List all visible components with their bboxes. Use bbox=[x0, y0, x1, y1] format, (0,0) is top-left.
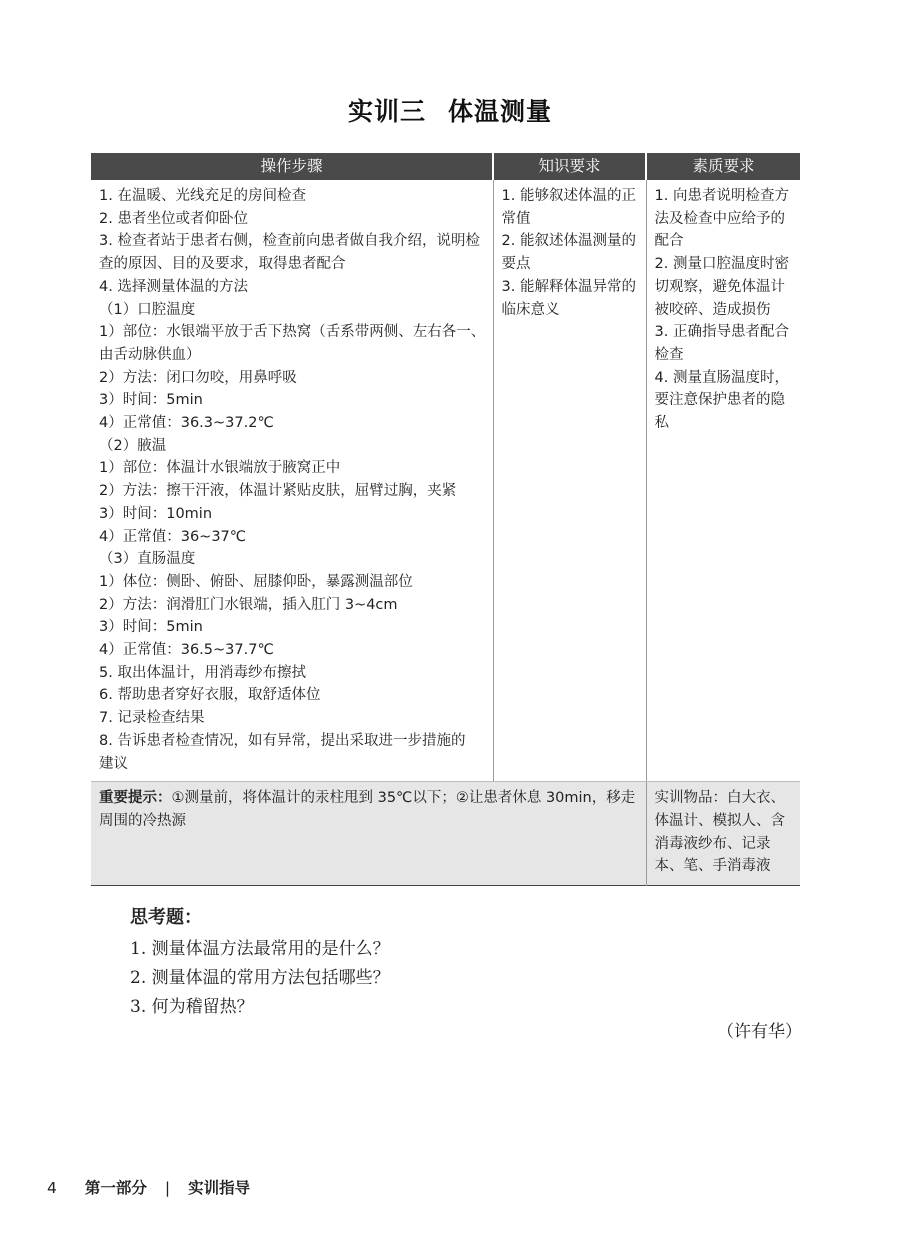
knowledge-item: 3. 能解释体温异常的临床意义 bbox=[501, 278, 636, 318]
title-part-1: 实训三 bbox=[347, 97, 426, 126]
step-line: 6. 帮助患者穿好衣服，取舒适体位 bbox=[99, 687, 321, 704]
question-item: 1. 测量体温方法最常用的是什么？ bbox=[130, 939, 390, 959]
questions-section bbox=[130, 903, 810, 1022]
knowledge-cell bbox=[493, 180, 646, 782]
footer-separator: | bbox=[164, 1179, 171, 1197]
step-line: 4. 选择测量体温的方法 bbox=[99, 278, 248, 295]
step-line: 3）时间：5min bbox=[99, 619, 203, 636]
note-label: 重要提示： bbox=[99, 790, 172, 807]
step-line: （3）直肠温度 bbox=[99, 551, 196, 568]
step-line: 2）方法：润滑肛门水银端，插入肛门 3~4cm bbox=[99, 596, 398, 613]
step-line: 3）时间：5min bbox=[99, 392, 203, 409]
header-steps: 操作步骤 bbox=[91, 153, 493, 180]
table-header-row bbox=[91, 153, 800, 180]
questions-title: 思考题： bbox=[130, 907, 202, 928]
footer-part: 第一部分 bbox=[84, 1179, 147, 1197]
step-line: 1. 在温暖、光线充足的房间检查 bbox=[99, 188, 306, 204]
page-footer bbox=[47, 1176, 250, 1198]
step-line: （1）口腔温度 bbox=[99, 301, 196, 318]
quality-item: 3. 正确指导患者配合检查 bbox=[654, 324, 789, 363]
step-line: 2. 患者坐位或者仰卧位 bbox=[99, 210, 248, 227]
note-text: ①测量前，将体温计的汞柱甩到 35℃以下；②让患者休息 30min，移走周围的冷热源 bbox=[99, 790, 636, 829]
step-line: 4）正常值：36.3~37.2℃ bbox=[99, 415, 274, 432]
page-number: 4 bbox=[47, 1179, 57, 1197]
step-line: （2）腋温 bbox=[99, 437, 167, 454]
important-note bbox=[91, 782, 646, 886]
step-line: 1）部位：体温计水银端放于腋窝正中 bbox=[99, 460, 341, 477]
knowledge-item: 1. 能够叙述体温的正常值 bbox=[501, 188, 636, 227]
note-row bbox=[91, 782, 800, 886]
step-line: 4）正常值：36~37℃ bbox=[99, 528, 247, 545]
step-line: 1）体位：侧卧、俯卧、屈膝仰卧，暴露测温部位 bbox=[99, 573, 413, 590]
step-line: 8. 告诉患者检查情况，如有异常，提出采取进一步措施的 bbox=[99, 732, 466, 749]
quality-item: 1. 向患者说明检查方法及检查中应给予的配合 bbox=[654, 188, 789, 250]
step-line: 7. 记录检查结果 bbox=[99, 710, 205, 727]
knowledge-item: 2. 能叙述体温测量的要点 bbox=[501, 233, 636, 273]
author: （许有华） bbox=[717, 1022, 802, 1042]
step-line: 3. 检查者站于患者右侧，检查前向患者做自我介绍，说明检 bbox=[99, 233, 480, 250]
step-line: 建议 bbox=[99, 755, 128, 772]
step-line: 2）方法：擦干汗液，体温计紧贴皮肤，屈臂过胸，夹紧 bbox=[99, 483, 457, 500]
quality-cell bbox=[646, 180, 800, 782]
footer-section: 实训指导 bbox=[188, 1179, 251, 1197]
training-table bbox=[91, 153, 800, 886]
training-materials: 实训物品：白大衣、体温计、模拟人、含消毒液纱布、记录本、笔、手消毒液 bbox=[646, 782, 800, 886]
question-item: 2. 测量体温的常用方法包括哪些？ bbox=[130, 968, 390, 988]
table-body-row bbox=[91, 180, 800, 782]
quality-item: 2. 测量口腔温度时密切观察，避免体温计被咬碎、造成损伤 bbox=[654, 256, 789, 318]
steps-cell bbox=[91, 180, 493, 782]
page-title bbox=[0, 92, 900, 128]
header-knowledge: 知识要求 bbox=[493, 153, 646, 180]
step-line: 1）部位：水银端平放于舌下热窝（舌系带两侧、左右各一、 bbox=[99, 324, 486, 341]
step-line: 2）方法：闭口勿咬，用鼻呼吸 bbox=[99, 369, 297, 386]
step-line: 3）时间：10min bbox=[99, 505, 213, 522]
step-line: 查的原因、目的及要求，取得患者配合 bbox=[99, 256, 346, 273]
step-line: 由舌动脉供血） bbox=[99, 346, 201, 363]
step-line: 5. 取出体温计，用消毒纱布擦拭 bbox=[99, 664, 306, 681]
step-line: 4）正常值：36.5~37.7℃ bbox=[99, 642, 274, 659]
question-item: 3. 何为稽留热？ bbox=[130, 997, 254, 1017]
title-part-2: 体温测量 bbox=[448, 97, 553, 126]
header-quality: 素质要求 bbox=[646, 153, 800, 180]
quality-item: 4. 测量直肠温度时，要注意保护患者的隐私 bbox=[654, 369, 789, 432]
